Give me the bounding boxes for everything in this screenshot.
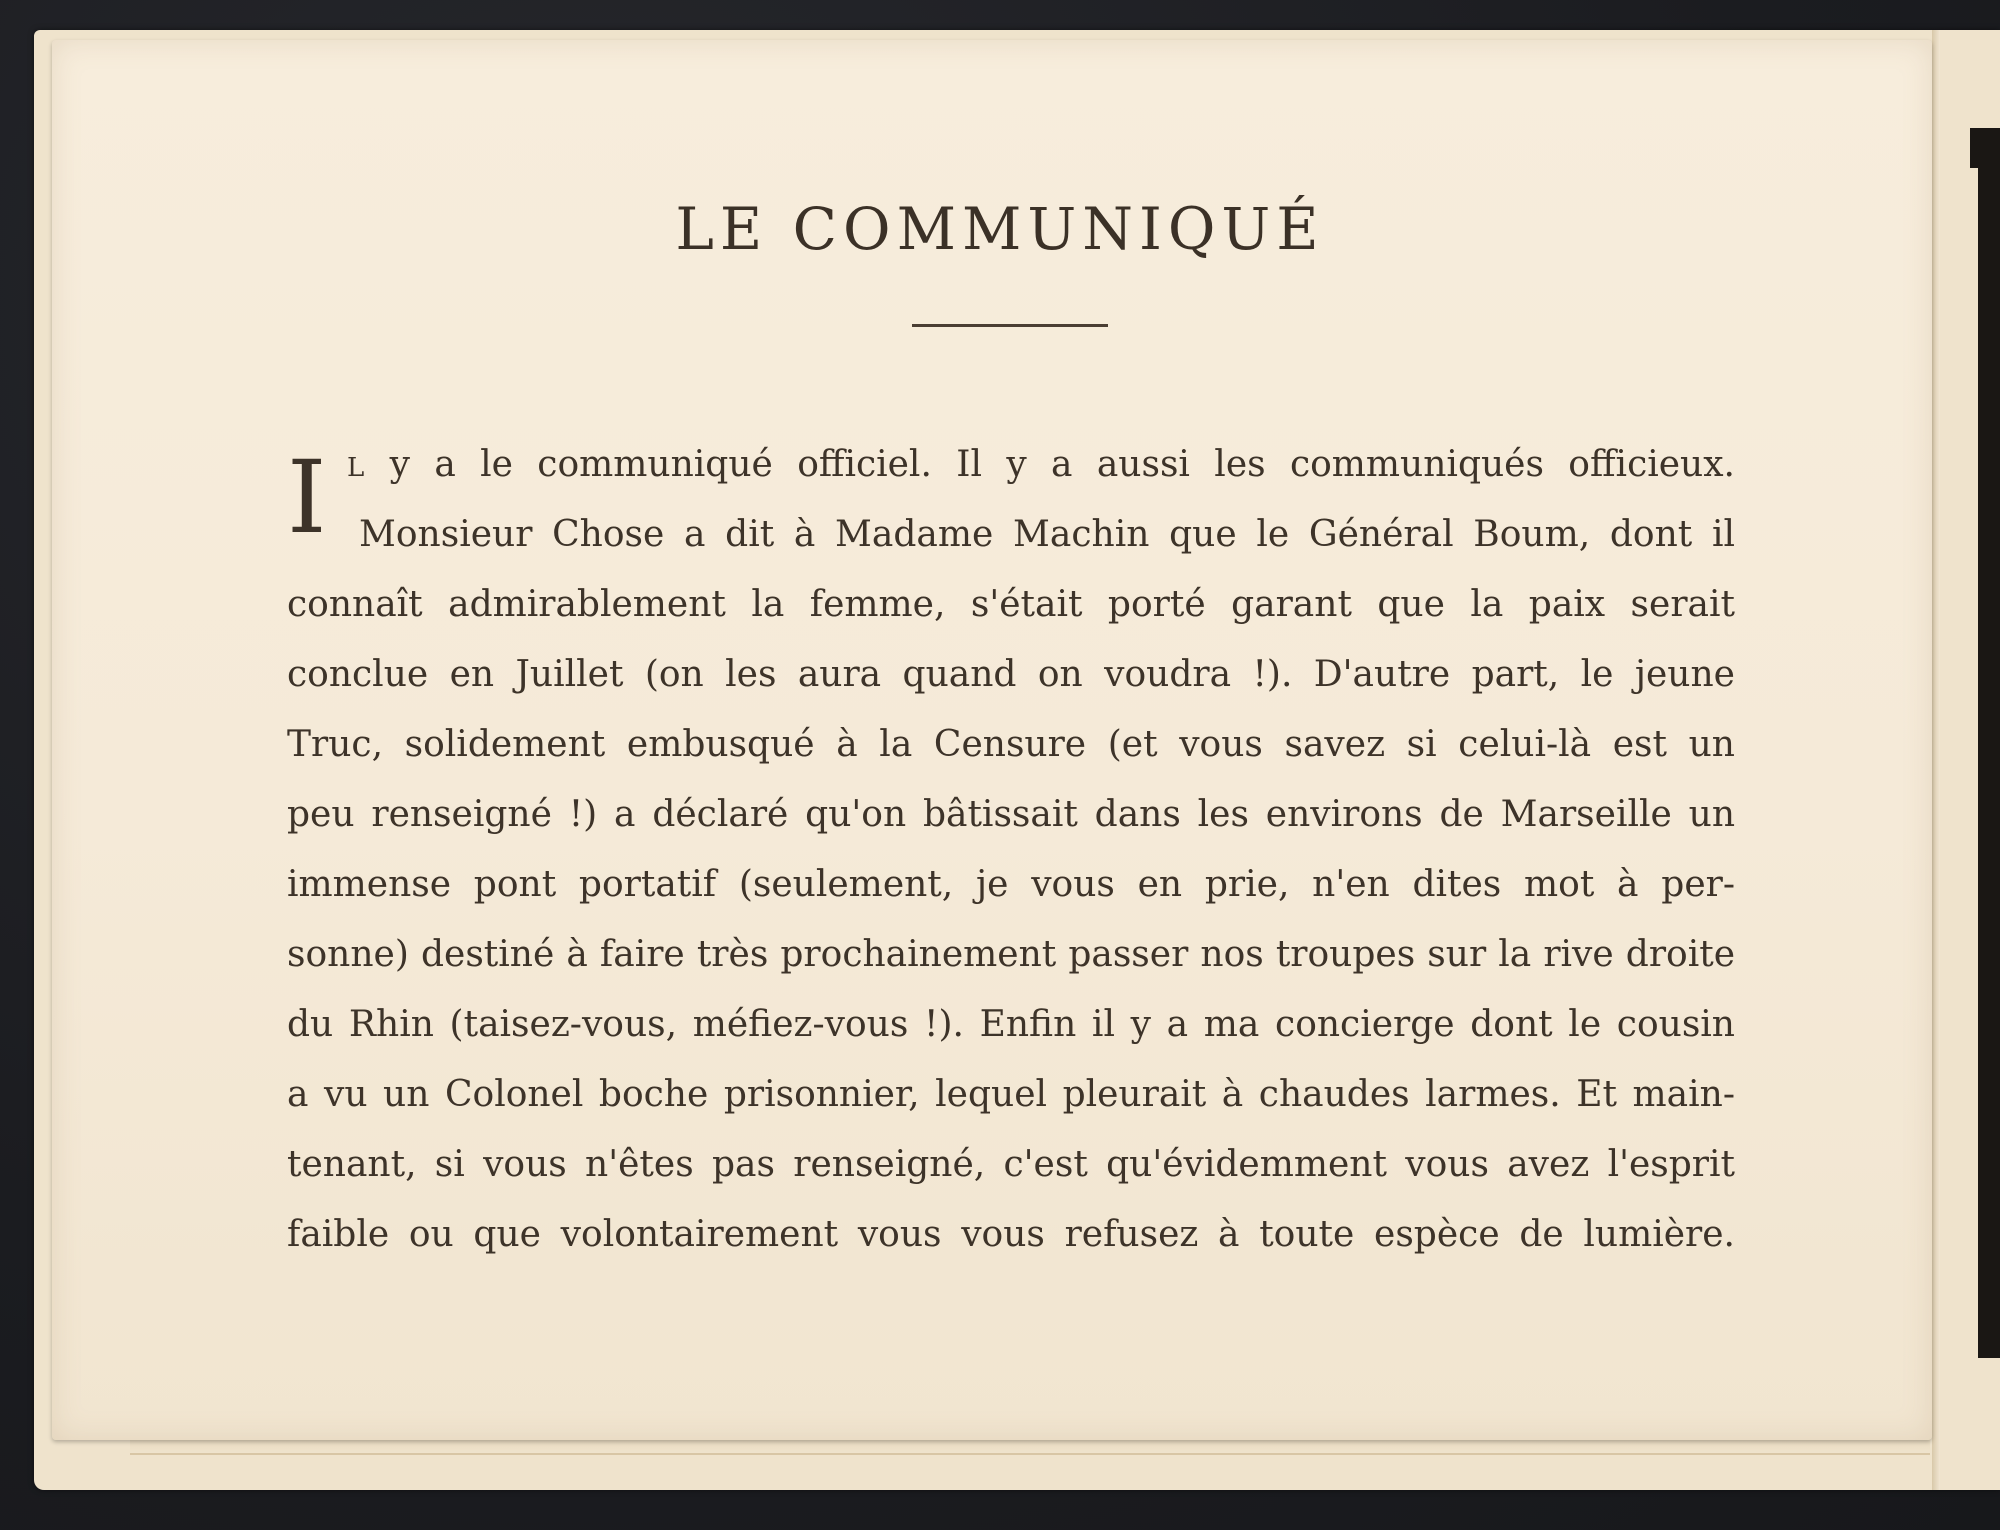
text-line: a vu un Colonel boche prisonnier, lequel pleurait à chaudes larmes. Et main- <box>287 1074 1735 1115</box>
text-line: Truc, solidement embusqué à la Censure (et vous savez si celui-là est un <box>287 724 1735 765</box>
text-line-content: y a le communiqué officiel. Il y a aussi les communiqués officieux. <box>389 444 1735 485</box>
text-line: sonne) destiné à faire très prochainement passer nos troupes sur la rive droite <box>287 934 1735 975</box>
text-line: faible ou que volontairement vous vous refusez à toute espèce de lumière. <box>287 1214 1735 1255</box>
text-line <box>347 430 1735 500</box>
drop-cap-continuation: L <box>347 453 366 483</box>
text-line: immense pont portatif (seulement, je vous en prie, n'en dites mot à per- <box>287 864 1735 905</box>
title-rule <box>912 324 1108 327</box>
page-title: LE COMMUNIQUÉ <box>675 195 1325 263</box>
text-line: du Rhin (taisez-vous, méfiez-vous !). Enfin il y a ma concierge dont le cousin <box>287 1004 1735 1045</box>
text-line: connaît admirablement la femme, s'était porté garant que la paix serait <box>287 584 1735 625</box>
facing-page-illustration-edge <box>1978 128 2000 1358</box>
text-line: Monsieur Chose a dit à Madame Machin que le Général Boum, dont il <box>359 514 1735 555</box>
article-body <box>287 430 1735 1260</box>
facing-page-illustration-notch <box>1970 128 2000 168</box>
drop-cap: I <box>287 439 327 556</box>
text-line: tenant, si vous n'êtes pas renseigné, c'est qu'évidemment vous avez l'esprit <box>287 1144 1735 1185</box>
text-line: peu renseigné !) a déclaré qu'on bâtissait dans les environs de Marseille un <box>287 794 1735 835</box>
text-line: conclue en Juillet (on les aura quand on voudra !). D'autre part, le jeune <box>287 654 1735 695</box>
